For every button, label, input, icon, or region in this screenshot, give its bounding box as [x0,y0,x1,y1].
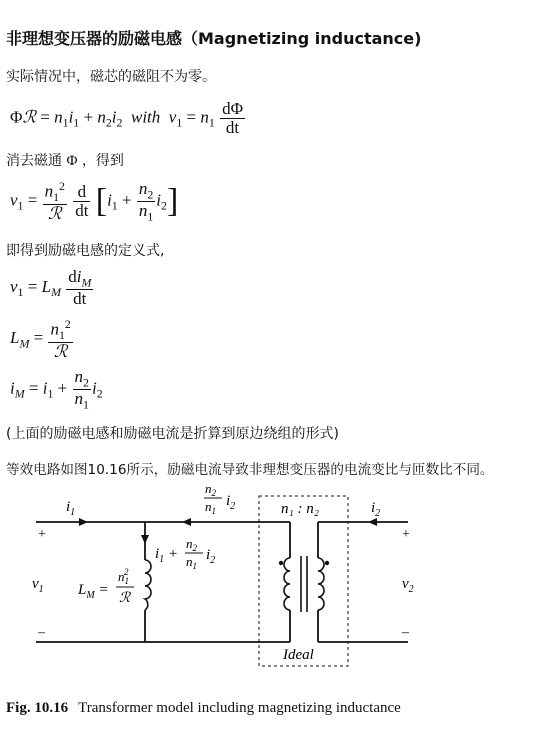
paragraph-equivalent-circuit: 等效电路如图10.16所示，励磁电流导致非理想变压器的电流变比与匝数比不同。 [6,462,494,478]
equation-lm: $L_M$ = $\frac{n_1^2}{\text{ℛ}}$ [10,317,71,361]
svg-text:n12: $n_12$ [118,567,129,586]
secondary-dot [325,561,329,565]
equation-v1: $v_1$ = $\frac{n_1^2}{\text{ℛ}}$ $\frac{d}{dt}$ [$i_1$ + $\frac{n_2}{n_1}$ $i_2$] [10,179,179,224]
svg-text:n1: $n_1$ [205,499,216,516]
minus-left: – [38,625,45,640]
transformer-circuit-diagram [0,478,542,678]
paragraph-reluctance: 实际情况中，磁芯的磁阻不为零。 [6,69,216,85]
label-lm-value [77,567,134,606]
equation-flux: Φℛ = $n_1i_1 + n_2i_2$ with $v_1 = n_1$ $\frac{d\Phi}{dt}$ [10,99,244,137]
figure-caption [6,700,401,717]
plus-right: + [402,527,410,542]
arrow-i2 [368,518,377,526]
equation-im: $i_M = i_1$ + $\frac{n_2}{n_1}$ $i_2$ [10,367,103,412]
svg-text:LM =: $L_M$ = [78,582,109,601]
equation-v1-lm: $v_1 = L_M$ $\frac{di_M}{dt}$ [10,267,92,308]
label-n2n1-i2 [204,481,235,516]
svg-text:i2: $i_2$ [226,493,236,512]
label-turns-ratio: n₁ : n₂ [281,501,319,517]
plus-left: + [38,527,46,542]
secondary-coil [318,558,324,610]
svg-text:n1: $n_1$ [186,554,197,571]
primary-dot [279,561,283,565]
with-text: with [130,107,161,127]
svg-text:n2: $n_2$ [186,536,197,553]
label-i2: $i_2$ [371,500,381,519]
label-ideal: Ideal [283,647,314,663]
svg-text:n2: $n_2$ [205,481,216,498]
lm-coil [145,560,151,610]
label-v2: $v_2$ [402,576,414,595]
arrow-im [141,535,149,544]
label-magnetizing-current [155,536,215,571]
arrow-n2n1-i2 [182,518,191,526]
svg-text:i2: $i_2$ [206,547,216,566]
label-v1: $v_1$ [32,576,44,595]
page-heading: 非理想变压器的励磁电感（Magnetizing inductance) [6,29,422,48]
label-i1: $i_1$ [66,499,76,518]
caption-text: Transformer model including magnetizing inductance [78,700,401,716]
svg-text:i1 +: $i_1$ + [155,546,179,565]
primary-coil [284,558,290,610]
arrow-i1 [79,518,88,526]
paragraph-referred: (上面的励磁电感和励磁电流是折算到原边绕组的形式) [6,426,339,442]
svg-text:ℛ: ℛ [119,591,131,606]
minus-right: – [402,625,409,640]
paragraph-eliminate-flux: 消去磁通 Φ ，得到 [6,153,124,169]
caption-label: Fig. 10.16 [6,700,69,716]
paragraph-definition: 即得到励磁电感的定义式, [6,243,165,259]
